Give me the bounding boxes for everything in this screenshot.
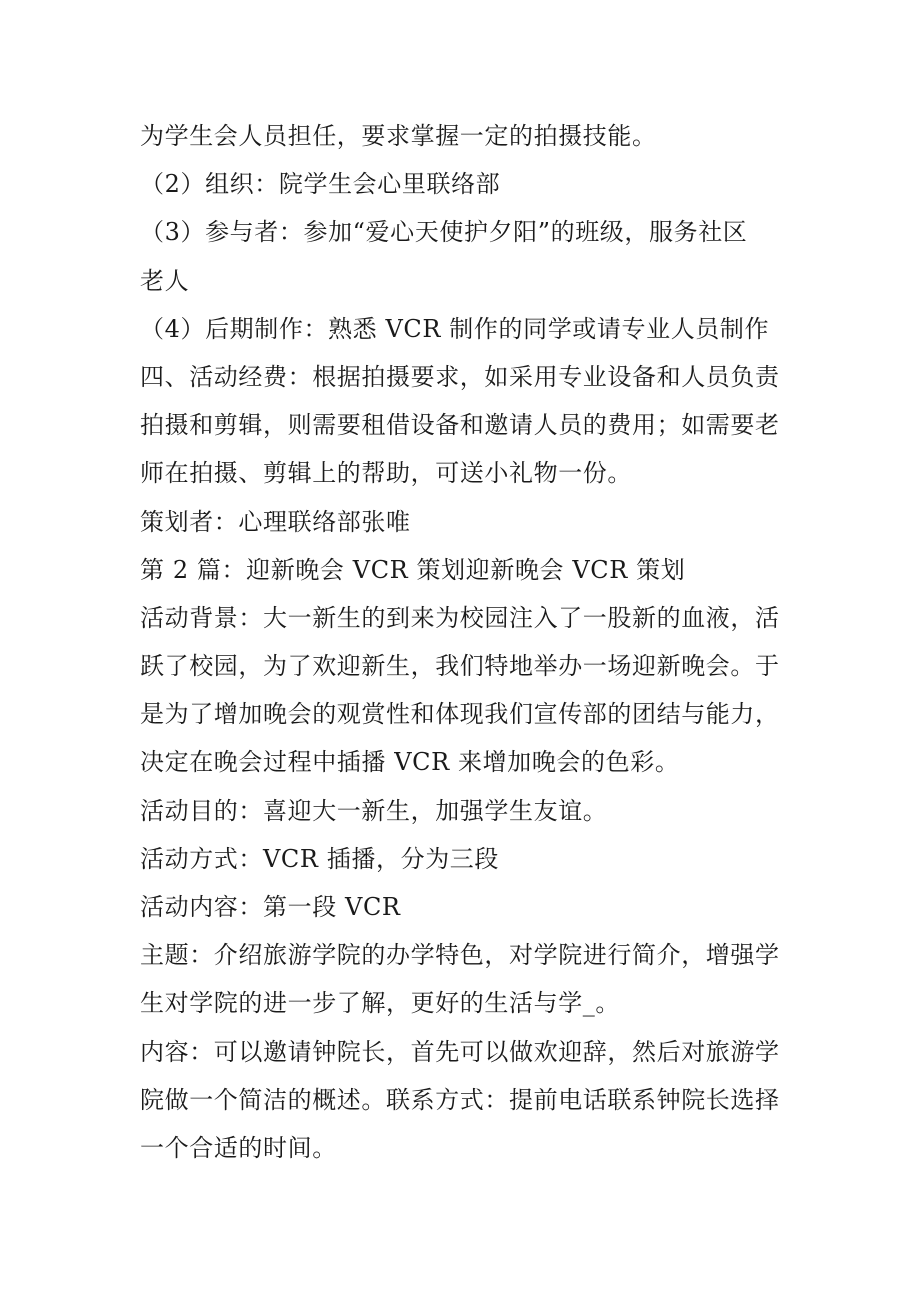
text-line: 院做一个简洁的概述。联系方式：提前电话联系钟院长选择 — [140, 1085, 780, 1114]
text-line: 老人 — [140, 266, 190, 295]
text-line: 决定在晚会过程中插播 VCR 来增加晚会的色彩。 — [140, 748, 680, 777]
text-line: （2）组织：院学生会心里联络部 — [140, 170, 501, 199]
text-line: （4）后期制作：熟悉 VCR 制作的同学或请专业人员制作 — [140, 314, 770, 343]
text-line: 活动背景：大一新生的到来为校园注入了一股新的血液，活 — [140, 603, 780, 632]
text-line: 为学生会人员担任，要求掌握一定的拍摄技能。 — [140, 122, 657, 150]
text-line: 生对学院的进一步了解，更好的生活与学_。 — [140, 989, 620, 1018]
text-line: 活动内容：第一段 VCR — [140, 893, 401, 921]
planner-line: 策划者：心理联络部张唯 — [140, 507, 411, 536]
text-line: （3）参与者：参加“爱心天使护夕阳”的班级，服务社区 — [140, 218, 748, 247]
text-line: 是为了增加晚会的观赏性和体现我们宣传部的团结与能力， — [140, 700, 780, 729]
text-line: 活动目的：喜迎大一新生，加强学生友谊。 — [140, 796, 608, 825]
text-line: 跃了校园，为了欢迎新生，我们特地举办一场迎新晚会。于 — [140, 652, 780, 681]
section-heading-funding: 四、活动经费：根据拍摄要求，如采用专业设备和人员负责 — [140, 362, 780, 391]
text-line: 主题：介绍旅游学院的办学特色，对学院进行简介，增强学 — [140, 941, 780, 970]
text-line: 内容：可以邀请钟院长，首先可以做欢迎辞，然后对旅游学 — [140, 1037, 780, 1066]
text-line: 师在拍摄、剪辑上的帮助，可送小礼物一份。 — [140, 459, 632, 488]
text-line: 一个合适的时间。 — [140, 1133, 337, 1162]
text-line: 拍摄和剪辑，则需要租借设备和邀请人员的费用；如需要老 — [140, 411, 780, 440]
text-line: 活动方式：VCR 插播，分为三段 — [140, 844, 499, 873]
document-body — [140, 112, 790, 1172]
article-title: 第 2 篇：迎新晚会 VCR 策划迎新晚会 VCR 策划 — [140, 555, 686, 584]
